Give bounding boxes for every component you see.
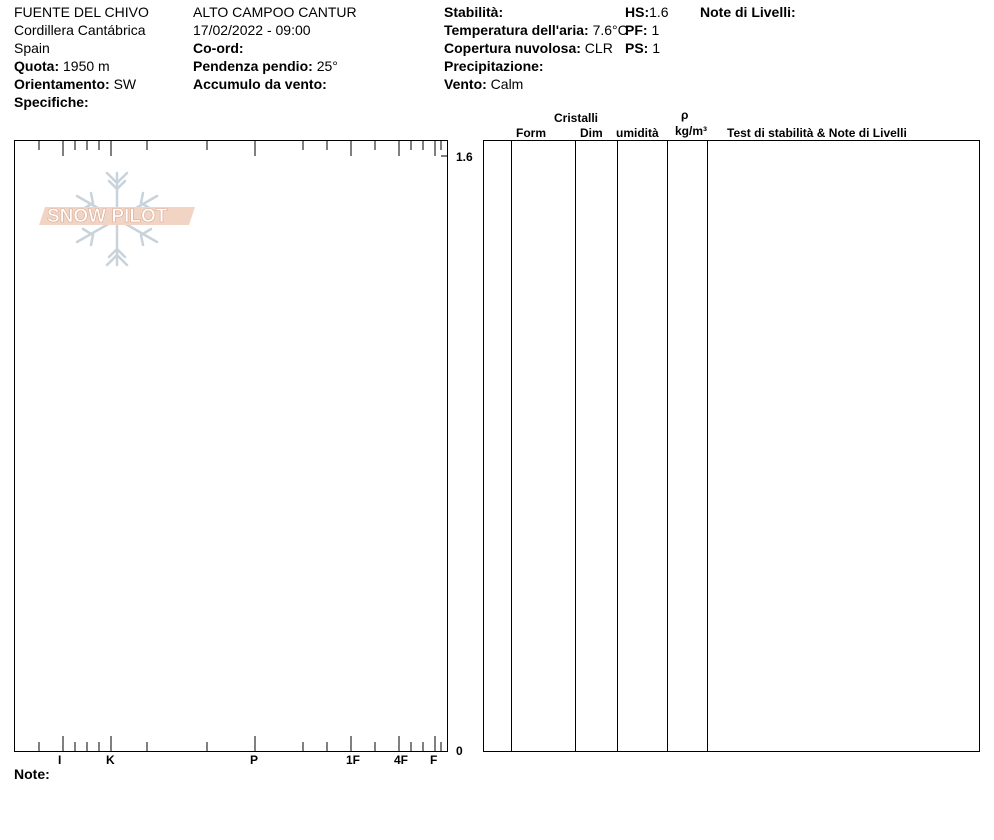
slope [193,57,338,75]
sky-cover [444,39,613,57]
coord-label: Co-ord: [193,40,244,56]
wind-label: Vento: [444,76,487,92]
snowpilot-logo-text: SNOW PILOT [47,206,168,227]
precipitation-label: Precipitazione: [444,58,544,74]
rho-header: ρ [681,108,689,122]
crystals-header: Cristalli [554,111,599,125]
ps-value: 1 [652,40,661,56]
moisture-header: umidità [616,126,659,140]
stability-label: Stabilità: [444,4,504,20]
pf-depth [625,21,659,39]
country: Spain [14,40,50,56]
location-name: ALTO CAMPOO CANTUR [193,4,357,20]
hardness-label-k: K [106,753,115,767]
pf-label: PF: [625,22,648,38]
snow-profile-plot [14,140,448,752]
slope-label: Pendenza pendio: [193,58,313,74]
ps-depth [625,39,660,57]
observation-datetime: 17/02/2022 - 09:00 [193,22,311,38]
slope-value: 25° [316,58,338,74]
hardness-label-1f: 1F [346,753,361,767]
column-divider-density [667,141,668,751]
density-unit-header: kg/m³ [675,124,708,138]
depth-top-label: 1.6 [456,150,473,164]
dim-header: Dim [580,126,603,140]
wind [444,75,523,93]
hardness-label-p: P [250,753,259,767]
layer-table [483,140,980,752]
pf-value: 1 [651,22,660,38]
aspect-value: SW [113,76,137,92]
sky-cover-value: CLR [584,40,613,56]
hs-label: HS: [625,4,650,20]
hs-depth [625,3,669,21]
aspect [14,75,136,93]
mountain-range: Cordillera Cantábrica [14,22,146,38]
layer-notes-label: Note di Livelli: [700,4,796,20]
column-divider-notes [707,141,708,751]
sky-cover-label: Copertura nuvolosa: [444,40,581,56]
site-name: FUENTE DEL CHIVO [14,4,149,20]
specifics-label: Specifiche: [14,94,89,110]
ps-label: PS: [625,40,649,56]
column-divider-dim [575,141,576,751]
elevation [14,57,110,75]
hardness-label-4f: 4F [394,753,409,767]
snowpilot-logo [37,169,197,269]
column-divider-moisture [617,141,618,751]
air-temperature [444,21,628,39]
wind-loading-label: Accumulo da vento: [193,76,327,92]
notes-label: Note: [14,766,50,782]
depth-bottom-label: 0 [456,744,463,758]
aspect-label: Orientamento: [14,76,110,92]
hs-value: 1.6 [649,4,669,20]
elevation-label: Quota: [14,58,60,74]
column-divider-form [511,141,512,751]
elevation-value: 1950 m [63,58,110,74]
form-header: Form [516,126,546,140]
wind-value: Calm [490,76,524,92]
air-temperature-label: Temperatura dell'aria: [444,22,589,38]
hardness-label-f: F [430,753,438,767]
stability-notes-header: Test di stabilità & Note di Livelli [727,126,907,140]
air-temperature-value: 7.6°C [592,22,628,38]
hardness-label-i: I [58,753,62,767]
